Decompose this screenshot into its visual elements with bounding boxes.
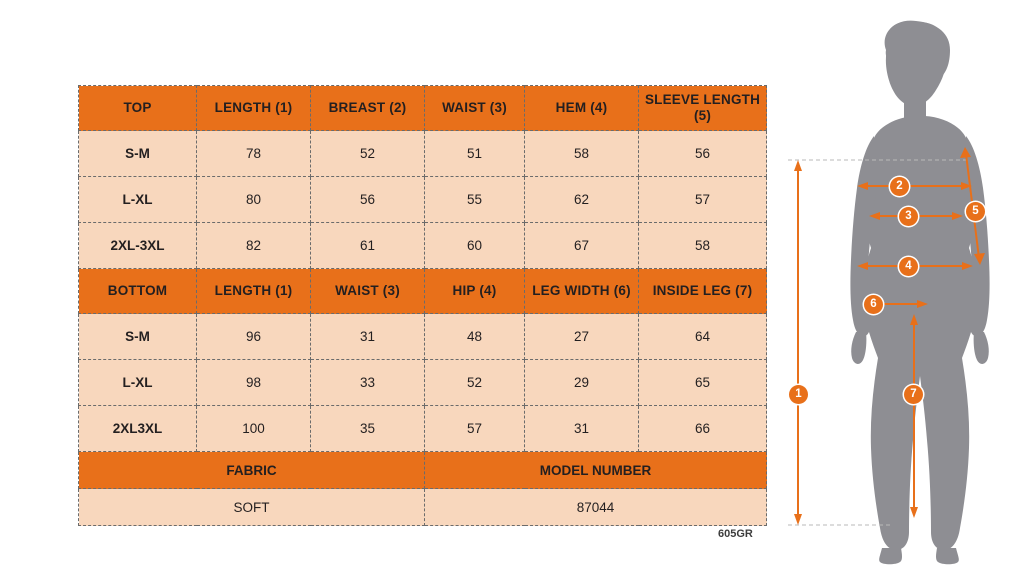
header-cell-length: LENGTH (1) xyxy=(197,86,311,131)
cell-hem: 62 xyxy=(525,177,639,223)
size-chart-table xyxy=(78,85,767,526)
fabric-value: SOFT xyxy=(79,489,425,526)
cell-leg-width: 31 xyxy=(525,406,639,452)
table-row xyxy=(79,314,767,360)
header-cell-leg-width: LEG WIDTH (6) xyxy=(525,269,639,314)
header-cell-top: TOP xyxy=(79,86,197,131)
footer-header-row xyxy=(79,452,767,489)
header-cell-sleeve-length: SLEEVE LENGTH (5) xyxy=(639,86,767,131)
cell-waist: 60 xyxy=(425,223,525,269)
header-cell-length: LENGTH (1) xyxy=(197,269,311,314)
row-size-label: S-M xyxy=(79,314,197,360)
row-size-label: L-XL xyxy=(79,177,197,223)
cell-waist: 31 xyxy=(311,314,425,360)
badge-5: 5 xyxy=(966,202,985,221)
header-cell-bottom: BOTTOM xyxy=(79,269,197,314)
table-row xyxy=(79,131,767,177)
cell-breast: 56 xyxy=(311,177,425,223)
header-cell-waist: WAIST (3) xyxy=(311,269,425,314)
header-cell-breast: BREAST (2) xyxy=(311,86,425,131)
table-row xyxy=(79,223,767,269)
cell-inside-leg: 64 xyxy=(639,314,767,360)
table-row xyxy=(79,177,767,223)
cell-length: 98 xyxy=(197,360,311,406)
top-section-header-row xyxy=(79,86,767,131)
model-number-value: 87044 xyxy=(425,489,767,526)
cell-waist: 33 xyxy=(311,360,425,406)
badge-4: 4 xyxy=(899,257,918,276)
cell-length: 78 xyxy=(197,131,311,177)
badge-1: 1 xyxy=(789,385,808,404)
row-size-label: L-XL xyxy=(79,360,197,406)
cell-sleeve-length: 57 xyxy=(639,177,767,223)
header-cell-waist: WAIST (3) xyxy=(425,86,525,131)
cell-waist: 55 xyxy=(425,177,525,223)
bottom-section-header-row xyxy=(79,269,767,314)
badge-2: 2 xyxy=(890,177,909,196)
cell-length: 100 xyxy=(197,406,311,452)
cell-length: 82 xyxy=(197,223,311,269)
cell-leg-width: 27 xyxy=(525,314,639,360)
cell-breast: 61 xyxy=(311,223,425,269)
cell-hip: 48 xyxy=(425,314,525,360)
row-size-label: S-M xyxy=(79,131,197,177)
cell-sleeve-length: 58 xyxy=(639,223,767,269)
cell-hem: 67 xyxy=(525,223,639,269)
badge-7: 7 xyxy=(904,385,923,404)
cell-hip: 57 xyxy=(425,406,525,452)
model-number-label: MODEL NUMBER xyxy=(425,452,767,489)
badge-6: 6 xyxy=(864,295,883,314)
header-cell-hem: HEM (4) xyxy=(525,86,639,131)
product-code: 605GR xyxy=(718,528,753,540)
row-size-label: 2XL3XL xyxy=(79,406,197,452)
fabric-label: FABRIC xyxy=(79,452,425,489)
cell-inside-leg: 66 xyxy=(639,406,767,452)
cell-length: 80 xyxy=(197,177,311,223)
header-cell-hip: HIP (4) xyxy=(425,269,525,314)
cell-sleeve-length: 56 xyxy=(639,131,767,177)
table-row xyxy=(79,360,767,406)
badge-3: 3 xyxy=(899,207,918,226)
cell-inside-leg: 65 xyxy=(639,360,767,406)
table-row xyxy=(79,406,767,452)
cell-breast: 52 xyxy=(311,131,425,177)
row-size-label: 2XL-3XL xyxy=(79,223,197,269)
cell-waist: 51 xyxy=(425,131,525,177)
header-cell-inside-leg: INSIDE LEG (7) xyxy=(639,269,767,314)
cell-hip: 52 xyxy=(425,360,525,406)
footer-value-row xyxy=(79,489,767,526)
cell-leg-width: 29 xyxy=(525,360,639,406)
cell-length: 96 xyxy=(197,314,311,360)
female-silhouette-icon xyxy=(770,20,1024,565)
cell-waist: 35 xyxy=(311,406,425,452)
cell-hem: 58 xyxy=(525,131,639,177)
measurement-figure xyxy=(770,20,1024,565)
